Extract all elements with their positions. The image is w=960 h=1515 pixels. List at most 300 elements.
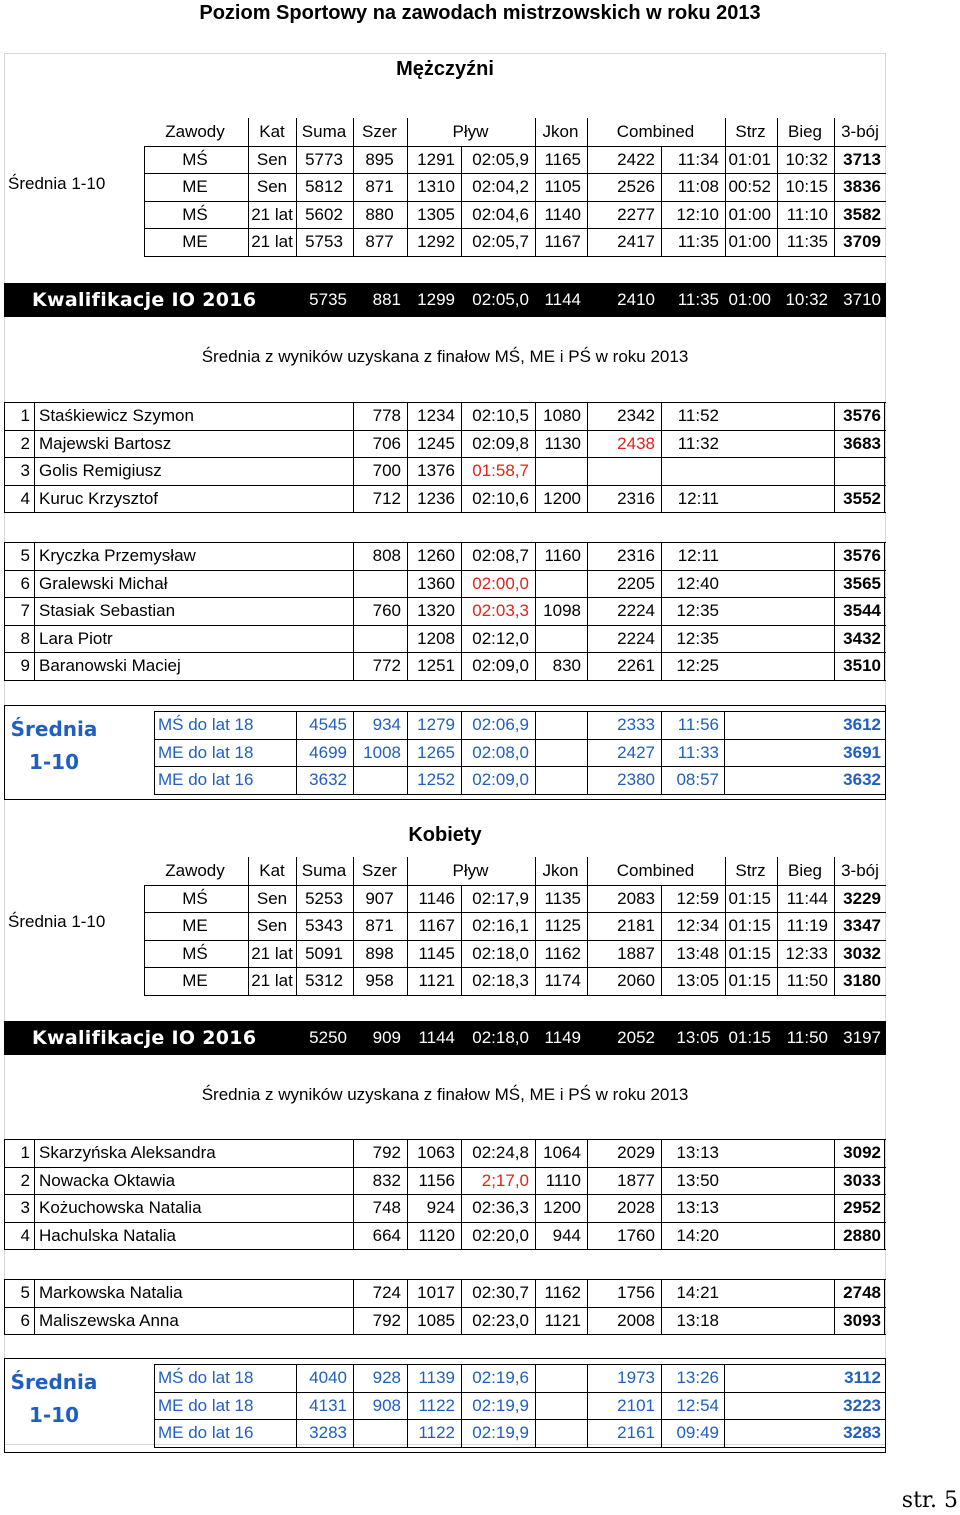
- men-avg-cell: 1167: [535, 228, 585, 256]
- women-junior-cell: [535, 1392, 585, 1420]
- men-athlete-cell: [661, 457, 723, 485]
- women-col-header: Kat: [248, 857, 295, 885]
- women-athlete-cell: 1162: [535, 1279, 585, 1307]
- grid-line: [154, 1364, 886, 1365]
- men-junior-cell: ME do lat 18: [158, 742, 254, 762]
- men-athlete-cell: 02:03,3: [461, 597, 533, 625]
- men-avg-cell: MŚ: [182, 204, 208, 224]
- men-qualification-value: 1299: [417, 290, 455, 309]
- women-avg-cell: 21 lat: [248, 940, 295, 968]
- women-athlete-row: [4, 1307, 886, 1335]
- men-junior-cell: 3632: [296, 766, 351, 794]
- grid-line: [4, 1334, 886, 1335]
- women-avg-cell: 11:44: [777, 885, 832, 913]
- grid-line: [4, 652, 886, 653]
- men-athlete-cell: 12:11: [661, 542, 723, 570]
- men-athlete-cell: [353, 625, 405, 653]
- women-col-header: Pływ: [407, 857, 533, 885]
- men-junior-cell: 08:57: [661, 766, 723, 794]
- men-athlete-row: [4, 570, 886, 598]
- men-avg-left-border: [144, 146, 145, 256]
- men-athlete-cell: 3510: [834, 652, 885, 680]
- women-athlete-cell: 02:23,0: [461, 1307, 533, 1335]
- women-avg-cell: 2083: [587, 885, 659, 913]
- men-avg-cell: 5773: [296, 146, 351, 174]
- men-athlete-cell: 2261: [587, 652, 659, 680]
- women-avg-cell: 02:18,3: [461, 967, 533, 995]
- women-avg-cell: Sen: [248, 912, 295, 940]
- women-avg-cell: 1162: [535, 940, 585, 968]
- women-athlete-cell: 1017: [407, 1279, 459, 1307]
- men-avg-row: [4, 201, 886, 229]
- women-athlete-cell: 02:24,8: [461, 1139, 533, 1167]
- men-athlete-cell: 5: [20, 546, 30, 565]
- men-athlete-cell: 3432: [834, 625, 885, 653]
- women-athlete-cell: 2: [20, 1170, 30, 1190]
- women-col-header: 3-bój: [834, 857, 885, 885]
- men-col-header: Pływ: [407, 118, 533, 146]
- men-col-header: Jkon: [535, 118, 585, 146]
- women-junior-cell: MŚ do lat 18: [158, 1368, 254, 1387]
- men-avg-cell: 3709: [834, 228, 885, 256]
- grid-line: [4, 1279, 886, 1280]
- men-athlete-cell: 2316: [587, 485, 659, 513]
- grid-line: [154, 739, 886, 740]
- men-avg-cell: Sen: [248, 173, 295, 201]
- men-avg-cell: 2417: [587, 228, 659, 256]
- men-qualification-bar: [4, 283, 886, 317]
- men-avg-cell: 1291: [407, 146, 459, 174]
- men-athlete-cell: 12:40: [661, 570, 723, 598]
- men-avg-cell: 21 lat: [248, 201, 295, 229]
- women-athlete-cell: Kożuchowska Natalia: [34, 1194, 334, 1222]
- women-athlete-cell: Hachulska Natalia: [34, 1222, 334, 1250]
- women-athlete-cell: 1200: [535, 1194, 585, 1222]
- men-junior-cell: 3612: [724, 711, 885, 739]
- men-qualification-value: 11:35: [677, 290, 719, 309]
- men-junior-cell: 02:08,0: [461, 739, 533, 767]
- men-athlete-cell: 1260: [407, 542, 459, 570]
- women-avg-cell: 3347: [834, 912, 885, 940]
- men-athlete-cell: 778: [353, 402, 405, 430]
- women-athlete-cell: 13:50: [661, 1167, 723, 1195]
- men-avg-row: [4, 146, 886, 174]
- grid-line: [154, 1419, 886, 1420]
- women-qualification-value: 1149: [544, 1028, 581, 1047]
- women-athlete-cell: 1085: [407, 1307, 459, 1335]
- women-col-header: Bieg: [777, 857, 832, 885]
- women-athlete-cell: 3092: [834, 1139, 885, 1167]
- men-athlete-cell: 2205: [587, 570, 659, 598]
- women-athlete-cell: 6: [20, 1310, 30, 1330]
- page-number: str. 5: [901, 1488, 958, 1513]
- men-athlete-cell: 1130: [535, 430, 585, 458]
- men-qualification-value: 01:00: [728, 290, 771, 309]
- women-junior-cell: 4131: [296, 1392, 351, 1420]
- grid-line: [154, 1447, 886, 1448]
- men-athlete-cell: 706: [353, 430, 405, 458]
- women-junior-cell: 13:26: [661, 1364, 723, 1392]
- men-athlete-cell: Staśkiewicz Szymon: [34, 402, 334, 430]
- men-athlete-row: [4, 430, 886, 458]
- men-avg-label: Średnia 1-10: [8, 174, 106, 193]
- women-athlete-cell: 724: [353, 1279, 405, 1307]
- grid-line: [4, 1249, 886, 1250]
- women-qualification-value: 3197: [843, 1028, 881, 1047]
- men-junior-cell: 4699: [296, 739, 351, 767]
- women-junior-cell: 2161: [587, 1419, 659, 1447]
- men-athlete-cell: 02:09,0: [461, 652, 533, 680]
- men-qualification-value: 2410: [617, 290, 655, 309]
- men-qualification-value: 1144: [544, 290, 581, 309]
- men-athlete-cell: Golis Remigiusz: [34, 457, 334, 485]
- women-junior-row: [4, 1392, 886, 1420]
- women-athlete-cell: 748: [353, 1194, 405, 1222]
- women-athlete-cell: 2952: [834, 1194, 885, 1222]
- men-junior-cell: 1265: [407, 739, 459, 767]
- men-avg-cell: 11:08: [661, 173, 723, 201]
- women-athlete-row: [4, 1139, 886, 1167]
- men-avg-cell: 02:05,7: [461, 228, 533, 256]
- women-athlete-cell: 924: [407, 1194, 459, 1222]
- men-avg-cell: 10:15: [777, 173, 832, 201]
- women-junior-avg-label: 1-10: [28, 1403, 80, 1427]
- women-athlete-cell: Markowska Natalia: [34, 1279, 334, 1307]
- men-avg-cell: 10:32: [777, 146, 832, 174]
- men-athlete-cell: [353, 570, 405, 598]
- grid-line: [4, 625, 886, 626]
- men-avg-cell: 1310: [407, 173, 459, 201]
- men-col-header: Suma: [296, 118, 351, 146]
- men-junior-cell: MŚ do lat 18: [158, 715, 254, 734]
- men-athlete-cell: 1200: [535, 485, 585, 513]
- men-col-header: Szer: [353, 118, 405, 146]
- men-athlete-row: [4, 542, 886, 570]
- men-avg-cell: 2526: [587, 173, 659, 201]
- grid-line: [154, 766, 886, 767]
- women-junior-cell: 928: [353, 1364, 405, 1392]
- men-avg-cell: 11:35: [661, 228, 723, 256]
- men-avg-cell: 3582: [834, 201, 885, 229]
- women-avg-cell: 3032: [834, 940, 885, 968]
- men-avg-cell: 02:05,9: [461, 146, 533, 174]
- men-junior-cell: 3691: [724, 739, 885, 767]
- men-junior-cell: 2427: [587, 739, 659, 767]
- grid-line: [144, 256, 886, 257]
- women-athlete-cell: 2880: [834, 1222, 885, 1250]
- women-athlete-cell: 1156: [407, 1167, 459, 1195]
- grid-line: [4, 570, 886, 571]
- men-athlete-cell: 3683: [834, 430, 885, 458]
- grid-line: [4, 1167, 886, 1168]
- men-junior-cell: 3632: [724, 766, 885, 794]
- women-junior-row: [4, 1419, 886, 1447]
- women-avg-cell: MŚ: [182, 888, 208, 908]
- women-athlete-cell: 02:20,0: [461, 1222, 533, 1250]
- men-avg-cell: ME: [182, 232, 208, 251]
- men-athlete-cell: 01:58,7: [461, 457, 533, 485]
- men-avg-cell: 02:04,2: [461, 173, 533, 201]
- men-junior-avg-label: Średnia: [10, 717, 98, 741]
- women-athlete-cell: Skarzyńska Aleksandra: [34, 1139, 334, 1167]
- women-junior-cell: 02:19,9: [461, 1392, 533, 1420]
- men-avg-cell: 1292: [407, 228, 459, 256]
- grid-line: [4, 1222, 886, 1223]
- men-junior-cell: 1008: [353, 739, 405, 767]
- women-qualification-value: 2052: [617, 1028, 655, 1047]
- men-athlete-cell: 02:09,8: [461, 430, 533, 458]
- women-avg-cell: 02:17,9: [461, 885, 533, 913]
- grid-line: [4, 485, 886, 486]
- women-athlete-cell: 1063: [407, 1139, 459, 1167]
- men-avg-cell: 1140: [535, 201, 585, 229]
- men-avg-cell: Sen: [248, 146, 295, 174]
- women-avg-cell: 13:05: [661, 967, 723, 995]
- men-athlete-cell: 760: [353, 597, 405, 625]
- men-left-border: [4, 402, 5, 512]
- men-athlete-cell: 1360: [407, 570, 459, 598]
- men-avg-cell: MŚ: [182, 149, 208, 169]
- grid-line: [154, 794, 886, 795]
- women-qualification-value: 5250: [309, 1028, 347, 1047]
- women-avg-cell: 01:15: [725, 940, 775, 968]
- women-avg-row: [4, 940, 886, 968]
- women-athlete-cell: 1: [20, 1143, 30, 1162]
- women-avg-cell: MŚ: [182, 943, 208, 963]
- men-avg-cell: 00:52: [725, 173, 775, 201]
- women-avg-cell: 907: [353, 885, 405, 913]
- women-athlete-cell: 5: [20, 1283, 30, 1302]
- men-athlete-row: [4, 597, 886, 625]
- women-col-header: Zawody: [165, 861, 225, 880]
- women-col-header: Jkon: [535, 857, 585, 885]
- women-athlete-cell: 2;17,0: [461, 1167, 533, 1195]
- men-athlete-cell: 1208: [407, 625, 459, 653]
- men-junior-cell: 11:33: [661, 739, 723, 767]
- men-col-header: Kat: [248, 118, 295, 146]
- women-qualification-value: 1144: [418, 1028, 455, 1047]
- men-col-header: Bieg: [777, 118, 832, 146]
- women-athlete-cell: 1064: [535, 1139, 585, 1167]
- women-left-border: [4, 1279, 5, 1334]
- men-athlete-cell: 808: [353, 542, 405, 570]
- men-athlete-cell: 11:32: [661, 430, 723, 458]
- men-col-header: Zawody: [165, 122, 225, 141]
- men-athlete-cell: 3565: [834, 570, 885, 598]
- women-athlete-cell: 3: [20, 1198, 30, 1217]
- women-avg-cell: 1174: [535, 967, 585, 995]
- men-athlete-cell: 02:08,7: [461, 542, 533, 570]
- men-junior-cell: ME do lat 16: [158, 770, 254, 789]
- women-avg-cell: Sen: [248, 885, 295, 913]
- women-athlete-cell: 944: [535, 1222, 585, 1250]
- women-qualification-value: 13:05: [676, 1028, 719, 1047]
- women-avg-cell: 02:16,1: [461, 912, 533, 940]
- men-avg-cell: 02:04,6: [461, 201, 533, 229]
- men-athlete-cell: 1: [20, 406, 30, 425]
- women-avg-cell: 11:19: [777, 912, 832, 940]
- men-qualification-value: 881: [372, 290, 401, 309]
- men-avg-cell: 21 lat: [248, 228, 295, 256]
- women-athlete-cell: 792: [353, 1139, 405, 1167]
- men-athlete-cell: 3576: [834, 542, 885, 570]
- women-avg-cell: 1121: [407, 967, 459, 995]
- men-athlete-cell: 2342: [587, 402, 659, 430]
- women-avg-cell: 02:18,0: [461, 940, 533, 968]
- women-avg-cell: 1125: [535, 912, 585, 940]
- men-athlete-cell: 1376: [407, 457, 459, 485]
- women-avg-cell: 958: [353, 967, 405, 995]
- women-junior-cell: 3283: [724, 1419, 885, 1447]
- women-avg-cell: 11:50: [777, 967, 832, 995]
- women-avg-cell: 12:34: [661, 912, 723, 940]
- women-section-title: Kobiety: [408, 824, 482, 846]
- men-athlete-cell: Baranowski Maciej: [34, 652, 334, 680]
- women-avg-cell: 01:15: [725, 912, 775, 940]
- women-avg-cell: 2060: [587, 967, 659, 995]
- women-avg-cell: 5343: [296, 912, 351, 940]
- women-athlete-cell: 13:13: [661, 1139, 723, 1167]
- women-junior-cell: 2101: [587, 1392, 659, 1420]
- men-junior-left-border: [154, 711, 155, 794]
- men-athlete-cell: 02:12,0: [461, 625, 533, 653]
- men-avg-cell: 01:00: [725, 201, 775, 229]
- women-junior-cell: 02:19,6: [461, 1364, 533, 1392]
- men-junior-cell: [535, 711, 585, 739]
- men-qualification-label: Kwalifikacje IO 2016: [32, 289, 257, 311]
- men-junior-row: [4, 711, 886, 739]
- women-avg-row: [4, 967, 886, 995]
- men-athlete-cell: 3: [20, 461, 30, 480]
- men-athlete-cell: 02:00,0: [461, 570, 533, 598]
- women-avg-cell: 871: [353, 912, 405, 940]
- men-avg-cell: 5812: [296, 173, 351, 201]
- women-athlete-cell: 1756: [587, 1279, 659, 1307]
- men-athlete-cell: 772: [353, 652, 405, 680]
- men-junior-cell: 02:06,9: [461, 711, 533, 739]
- men-athlete-cell: 712: [353, 485, 405, 513]
- men-athlete-cell: 1080: [535, 402, 585, 430]
- men-athlete-cell: 12:35: [661, 625, 723, 653]
- women-avg-cell: 3229: [834, 885, 885, 913]
- women-junior-cell: 09:49: [661, 1419, 723, 1447]
- women-avg-cell: ME: [182, 971, 208, 990]
- women-left-border: [4, 1139, 5, 1249]
- men-athlete-cell: 700: [353, 457, 405, 485]
- men-athlete-cell: 12:25: [661, 652, 723, 680]
- men-junior-cell: [353, 766, 405, 794]
- men-athlete-cell: 1160: [535, 542, 585, 570]
- men-avg-cell: 877: [353, 228, 405, 256]
- men-athlete-cell: 1234: [407, 402, 459, 430]
- women-avg-cell: 5091: [296, 940, 351, 968]
- men-athlete-cell: 1098: [535, 597, 585, 625]
- women-qualification-bar: [4, 1021, 886, 1055]
- women-junior-cell: 3283: [296, 1419, 351, 1447]
- grid-line: [154, 1392, 886, 1393]
- men-avg-row: [4, 173, 886, 201]
- women-qualification-value: 02:18,0: [472, 1028, 529, 1047]
- men-athlete-cell: 2438: [587, 430, 659, 458]
- men-avg-row: [4, 228, 886, 256]
- women-junior-avg-label: Średnia: [10, 1370, 98, 1394]
- women-junior-cell: [535, 1364, 585, 1392]
- men-athlete-cell: 8: [20, 628, 30, 648]
- men-junior-cell: [535, 766, 585, 794]
- men-col-header: Combined: [587, 118, 723, 146]
- women-junior-row: [4, 1364, 886, 1392]
- women-avg-cell: 12:33: [777, 940, 832, 968]
- grid-line: [4, 430, 886, 431]
- men-avg-cell: 01:01: [725, 146, 775, 174]
- women-junior-cell: 12:54: [661, 1392, 723, 1420]
- men-athlete-cell: 12:11: [661, 485, 723, 513]
- men-avg-cell: 1165: [535, 146, 585, 174]
- men-qualification-value: 02:05,0: [472, 290, 529, 309]
- women-athlete-cell: 14:21: [661, 1279, 723, 1307]
- women-athlete-cell: 664: [353, 1222, 405, 1250]
- women-athlete-cell: 13:18: [661, 1307, 723, 1335]
- men-athlete-cell: [587, 457, 659, 485]
- men-avg-cell: 11:35: [777, 228, 832, 256]
- women-col-header: Szer: [353, 857, 405, 885]
- women-athlete-cell: 832: [353, 1167, 405, 1195]
- men-avg-cell: 3713: [834, 146, 885, 174]
- men-avg-cell: 01:00: [725, 228, 775, 256]
- men-athlete-row: [4, 652, 886, 680]
- men-avg-cell: 5602: [296, 201, 351, 229]
- men-athlete-cell: 02:10,6: [461, 485, 533, 513]
- grid-line: [144, 995, 886, 996]
- women-athlete-cell: 14:20: [661, 1222, 723, 1250]
- women-subtitle: Średnia z wyników uzyskana z finałow MŚ, ME i PŚ w roku 2013: [201, 1085, 689, 1104]
- men-athlete-row: [4, 457, 886, 485]
- men-athlete-cell: Stasiak Sebastian: [34, 597, 334, 625]
- men-junior-cell: 2333: [587, 711, 659, 739]
- men-athlete-cell: 2224: [587, 625, 659, 653]
- men-avg-cell: 5753: [296, 228, 351, 256]
- women-avg-cell: 01:15: [725, 885, 775, 913]
- men-athlete-cell: 2316: [587, 542, 659, 570]
- men-qualification-value: 3710: [843, 290, 881, 309]
- men-athlete-cell: 11:52: [661, 402, 723, 430]
- men-avg-cell: 880: [353, 201, 405, 229]
- women-junior-cell: [353, 1419, 405, 1447]
- men-athlete-cell: Kuruc Krzysztof: [34, 485, 334, 513]
- women-athlete-cell: 2748: [834, 1279, 885, 1307]
- men-athlete-cell: 1236: [407, 485, 459, 513]
- men-avg-cell: ME: [182, 177, 208, 196]
- men-left-border: [4, 542, 5, 680]
- women-athlete-cell: 2008: [587, 1307, 659, 1335]
- women-qualification-value: 909: [372, 1028, 401, 1047]
- grid-line: [154, 711, 886, 712]
- women-avg-cell: 01:15: [725, 967, 775, 995]
- women-junior-cell: ME do lat 16: [158, 1423, 254, 1442]
- women-athlete-row: [4, 1167, 886, 1195]
- women-junior-cell: 1973: [587, 1364, 659, 1392]
- women-junior-cell: 1139: [407, 1364, 459, 1392]
- women-junior-cell: 02:19,9: [461, 1419, 533, 1447]
- grid-line: [4, 512, 886, 513]
- grid-line: [4, 402, 886, 403]
- men-athlete-cell: Gralewski Michał: [34, 570, 334, 598]
- men-qualification-value: 5735: [309, 290, 347, 309]
- women-athlete-cell: 4: [20, 1225, 30, 1245]
- men-junior-cell: 02:09,0: [461, 766, 533, 794]
- women-athlete-row: [4, 1194, 886, 1222]
- men-avg-cell: 871: [353, 173, 405, 201]
